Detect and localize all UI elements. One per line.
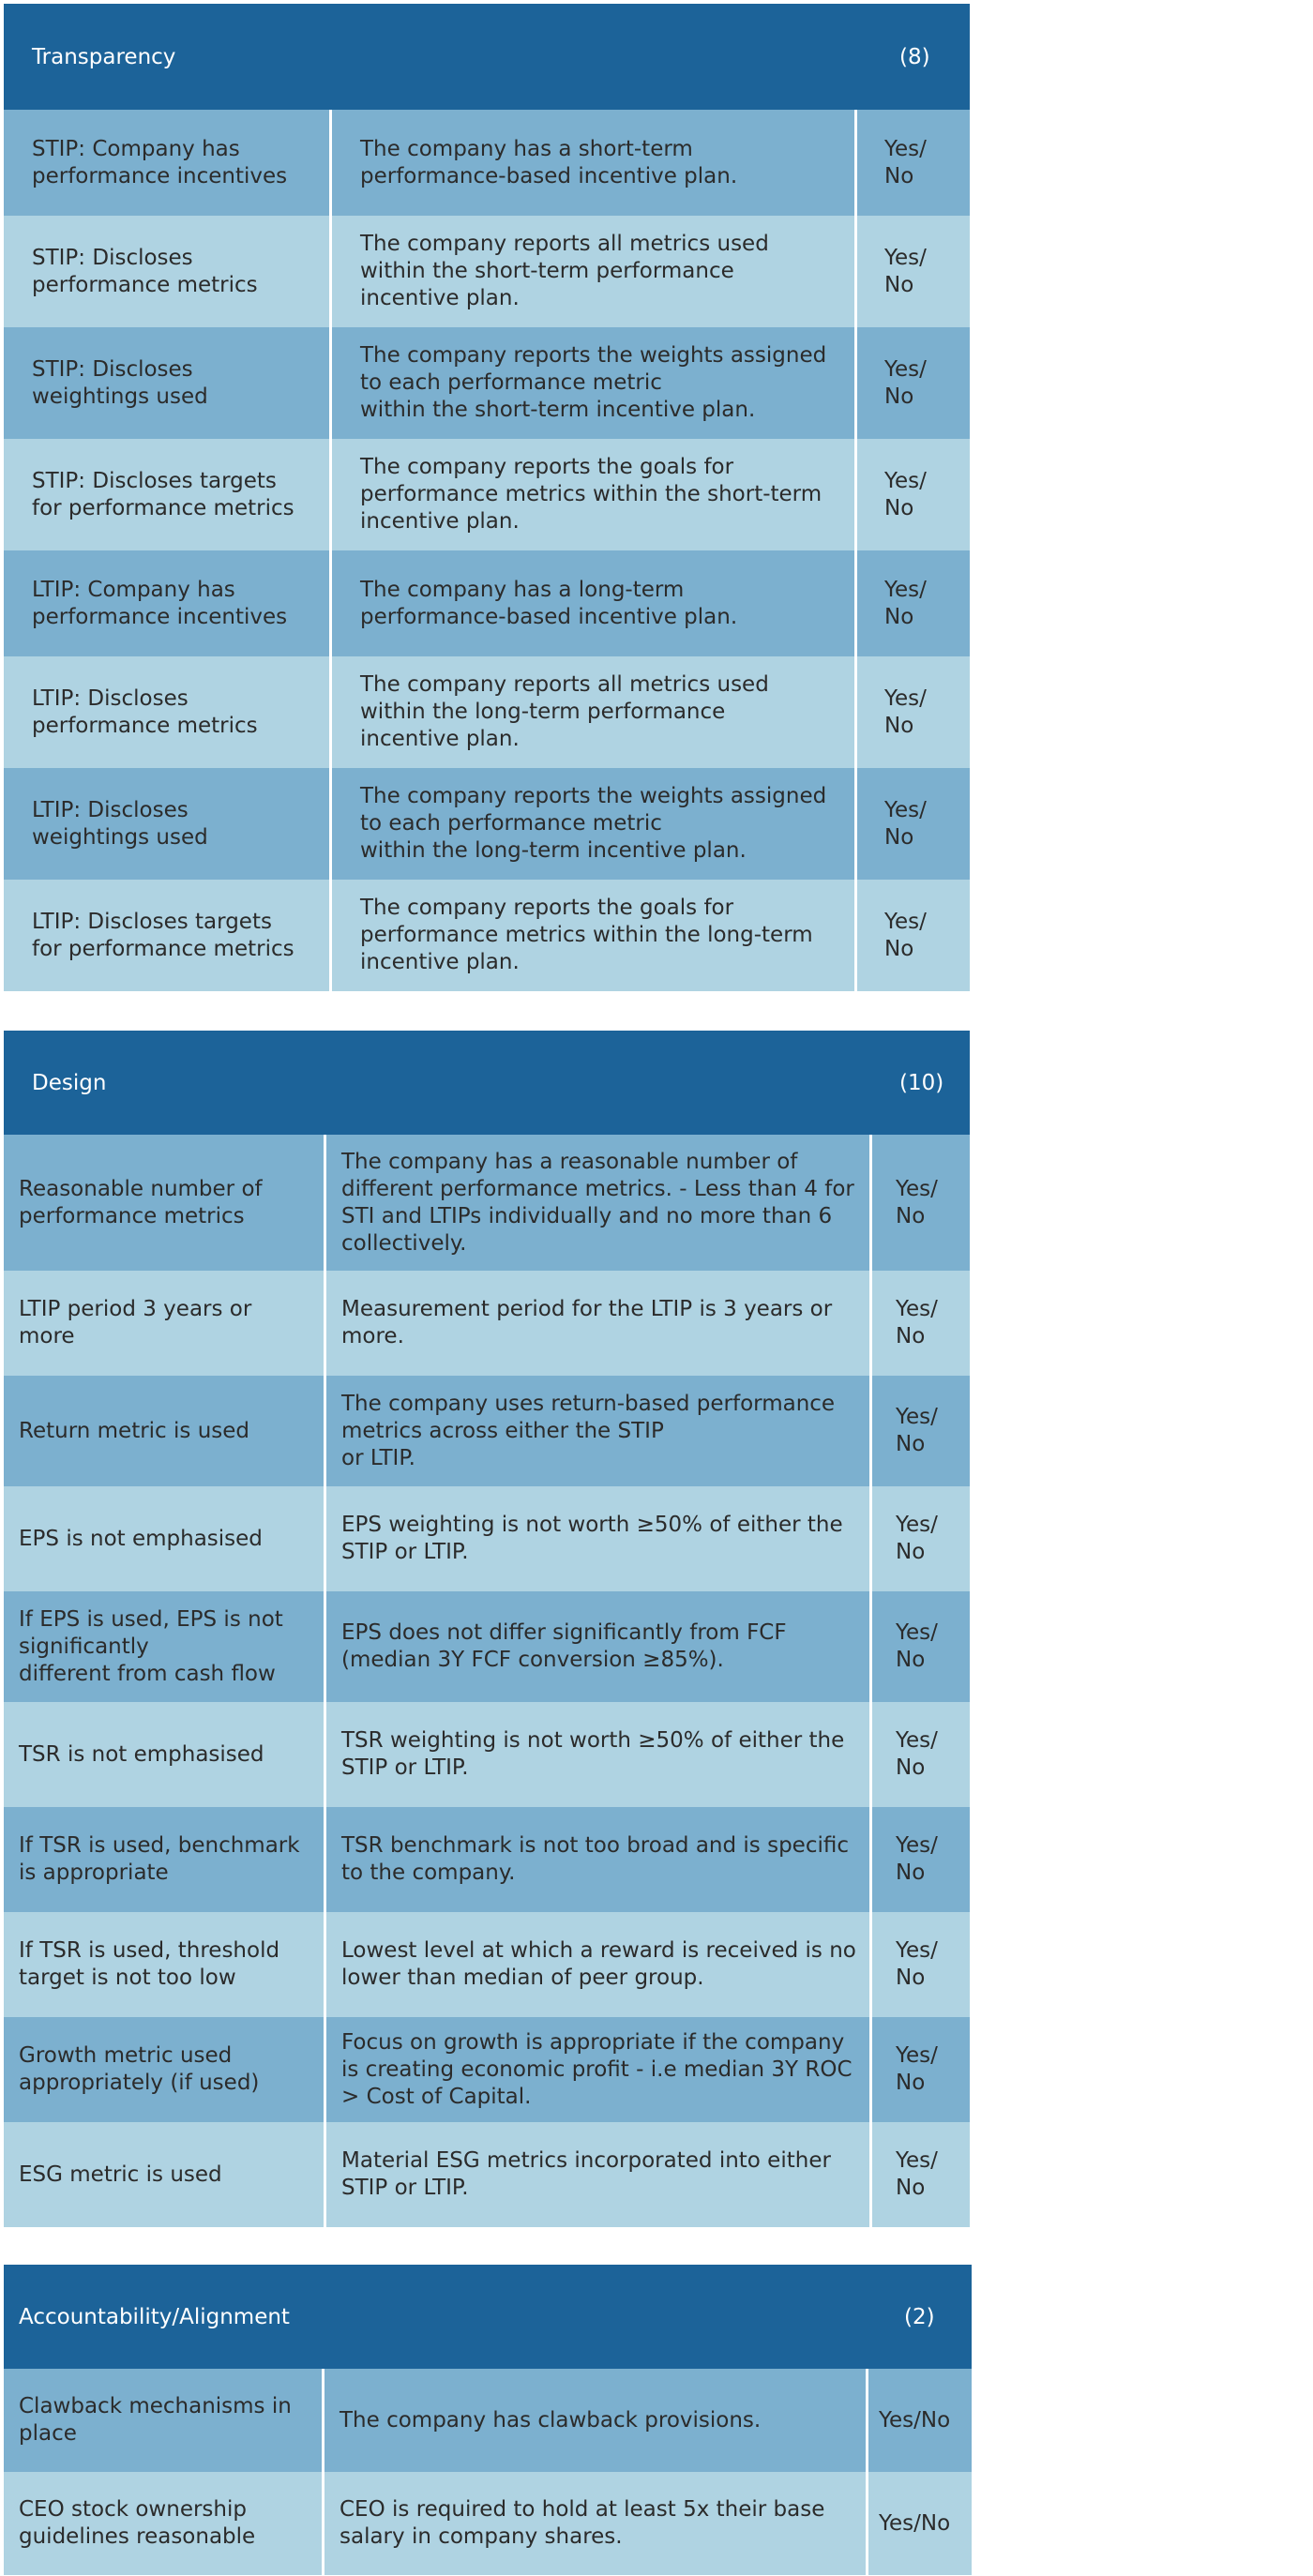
description-cell: [326, 1271, 872, 1376]
criterion-cell: [4, 550, 332, 656]
answer-cell-line: No: [884, 272, 914, 297]
table-row: [4, 1135, 970, 1271]
description-cell-line: within the short-term performance: [360, 259, 734, 283]
criterion-cell-line: Growth metric used: [19, 2043, 233, 2068]
criterion-cell: [4, 1912, 326, 2017]
criterion-cell-line: for performance metrics: [32, 936, 294, 961]
table-row: [4, 110, 970, 216]
description-cell-line: The company reports the weights assigned: [360, 343, 827, 368]
description-cell-line: Material ESG metrics incorporated into either: [341, 2148, 831, 2173]
table-row: [4, 2017, 970, 2122]
criterion-cell-line: If EPS is used, EPS is not: [19, 1606, 283, 1632]
description-cell-line: is creating economic profit - i.e median 3Y ROC: [341, 2056, 853, 2082]
table-row: [4, 1271, 970, 1376]
description-cell-line: EPS does not differ significantly from FCF: [341, 1620, 787, 1645]
answer-cell: [857, 216, 970, 327]
description-cell: [332, 656, 857, 768]
description-cell-line: STIP or LTIP.: [341, 2176, 469, 2200]
criterion-cell: [4, 1135, 326, 1271]
section-count: (2): [904, 2304, 935, 2329]
criterion-cell-line: performance incentives: [32, 604, 288, 629]
answer-cell: [872, 1807, 970, 1912]
description-cell-line: The company reports the goals for: [360, 455, 734, 479]
description-cell-line: performance metrics within the long-term: [360, 923, 813, 947]
description-cell-line: incentive plan.: [360, 286, 520, 310]
description-cell-line: The company has a reasonable number of: [341, 1149, 798, 1174]
description-cell-line: The company has a short-term: [360, 136, 693, 161]
criterion-cell-line: Reasonable number of: [19, 1176, 263, 1201]
description-cell-line: The company has clawback provisions.: [340, 2407, 762, 2433]
answer-cell-line: No: [884, 713, 914, 738]
criterion-cell: [4, 2122, 326, 2227]
answer-cell-line: No: [884, 163, 914, 188]
description-cell: [326, 2017, 872, 2122]
criterion-cell: [4, 768, 332, 880]
answer-cell: [872, 1376, 970, 1486]
answer-cell-line: Yes/: [884, 245, 927, 270]
criterion-cell: [4, 327, 332, 439]
answer-cell-line: Yes/: [884, 797, 927, 822]
criterion-cell: [4, 2017, 326, 2122]
description-cell-line: metrics across either the STIP: [341, 1418, 664, 1443]
section-title: Transparency: [32, 44, 176, 69]
table-row: [4, 768, 970, 880]
answer-cell: [868, 2472, 972, 2575]
answer-cell-line: Yes/: [884, 577, 927, 602]
criterion-cell-line: for performance metrics: [32, 495, 294, 520]
answer-cell: [872, 1702, 970, 1807]
criterion-cell-line: LTIP: Discloses: [32, 685, 189, 711]
description-cell-line: collectively.: [341, 1230, 467, 1256]
answer-cell-line: Yes/: [896, 1405, 938, 1429]
criterion-cell-line: ESG metric is used: [19, 2162, 222, 2187]
answer-cell-line: No: [896, 1203, 926, 1228]
description-cell-line: within the long-term performance: [360, 700, 726, 724]
criterion-cell-line: EPS is not emphasised: [19, 1526, 263, 1551]
answer-cell-line: No: [884, 495, 914, 520]
answer-cell-line: Yes/No: [879, 2510, 951, 2536]
criterion-cell: [4, 1591, 326, 1702]
answer-cell: [872, 1486, 970, 1591]
answer-cell: [872, 1135, 970, 1271]
description-cell-line: or LTIP.: [341, 1445, 415, 1470]
description-cell-line: The company reports the goals for: [360, 896, 734, 920]
description-cell: [332, 439, 857, 550]
answer-cell: [857, 439, 970, 550]
description-cell-line: (median 3Y FCF conversion ≥85%).: [341, 1648, 724, 1672]
criterion-cell: [4, 1271, 326, 1376]
description-cell: [326, 2122, 872, 2227]
answer-cell: [872, 2122, 970, 2227]
answer-cell: [857, 110, 970, 216]
answer-cell-line: Yes/: [884, 136, 927, 161]
table-row: [4, 327, 970, 439]
answer-cell: [868, 2369, 972, 2472]
answer-cell-line: No: [884, 384, 914, 409]
criterion-cell-line: target is not too low: [19, 1966, 236, 1990]
section-header: [4, 4, 970, 110]
section-rows: [4, 110, 970, 991]
answer-cell-line: No: [896, 2071, 926, 2095]
description-cell-line: performance-based incentive plan.: [360, 163, 738, 188]
section-accountability-alignment: [4, 2265, 972, 2575]
answer-cell-line: No: [884, 936, 914, 961]
description-cell: [332, 110, 857, 216]
answer-cell: [857, 327, 970, 439]
criterion-cell: [4, 1376, 326, 1486]
description-cell-line: performance metrics within the short-term: [360, 482, 823, 506]
description-cell: [332, 327, 857, 439]
section-count: (10): [899, 1070, 944, 1095]
answer-cell-line: Yes/: [896, 1833, 938, 1858]
table-row: [4, 2472, 972, 2575]
answer-cell-line: No: [896, 1540, 926, 1564]
table-row: [4, 1376, 970, 1486]
answer-cell-line: No: [896, 1860, 926, 1885]
description-cell-line: incentive plan.: [360, 950, 520, 974]
criterion-cell-line: LTIP: Company has: [32, 577, 235, 602]
description-cell: [324, 2472, 868, 2575]
criterion-cell-line: performance metrics: [19, 1203, 245, 1228]
answer-cell-line: Yes/: [896, 2043, 938, 2068]
description-cell-line: incentive plan.: [360, 727, 520, 751]
answer-cell-line: No: [896, 1755, 926, 1780]
criterion-cell-line: CEO stock ownership: [19, 2497, 247, 2522]
section-count: (8): [899, 44, 930, 69]
table-row: [4, 656, 970, 768]
description-cell-line: TSR weighting is not worth ≥50% of either the: [341, 1728, 845, 1753]
description-cell-line: incentive plan.: [360, 509, 520, 534]
description-cell-line: STI and LTIPs individually and no more than 6: [341, 1203, 833, 1228]
answer-cell-line: No: [896, 1966, 926, 1990]
answer-cell-line: Yes/: [884, 909, 927, 934]
table-row: [4, 216, 970, 327]
answer-cell: [872, 1912, 970, 2017]
criterion-cell: [4, 110, 332, 216]
table-row: [4, 2369, 972, 2472]
description-cell-line: Focus on growth is appropriate if the company: [341, 2029, 845, 2055]
answer-cell-line: Yes/: [896, 1620, 938, 1645]
description-cell: [332, 216, 857, 327]
table-row: [4, 1702, 970, 1807]
description-cell-line: The company uses return-based performance: [341, 1391, 836, 1416]
answer-cell-line: No: [896, 1648, 926, 1672]
criterion-cell-line: guidelines reasonable: [19, 2524, 256, 2549]
section-rows: [4, 2369, 972, 2575]
description-cell-line: to the company.: [341, 1860, 516, 1885]
description-cell-line: within the short-term incentive plan.: [360, 398, 756, 422]
criterion-cell-line: significantly: [19, 1634, 149, 1659]
answer-cell-line: No: [896, 2176, 926, 2200]
criterion-cell-line: TSR is not emphasised: [19, 1741, 264, 1767]
answer-cell-line: No: [884, 604, 914, 629]
answer-cell: [857, 880, 970, 991]
description-cell: [326, 1912, 872, 2017]
section-header: [4, 1031, 970, 1135]
description-cell: [332, 768, 857, 880]
criterion-cell-line: Return metric is used: [19, 1418, 250, 1443]
section-design: [4, 1031, 970, 2227]
answer-cell-line: Yes/: [884, 356, 927, 382]
criterion-cell-line: Clawback mechanisms in: [19, 2394, 292, 2418]
table-row: [4, 439, 970, 550]
answer-cell-line: No: [884, 824, 914, 850]
answer-cell-line: Yes/: [884, 685, 927, 711]
description-cell-line: to each performance metric: [360, 811, 662, 836]
criterion-cell-line: weightings used: [32, 384, 208, 409]
description-cell-line: The company has a long-term: [360, 577, 685, 602]
criterion-cell-line: LTIP period 3 years or: [19, 1297, 252, 1321]
description-cell: [326, 1376, 872, 1486]
answer-cell: [857, 768, 970, 880]
answer-cell-line: Yes/: [896, 1513, 938, 1537]
section-title: Accountability/Alignment: [19, 2304, 290, 2329]
criterion-cell-line: performance incentives: [32, 163, 288, 188]
criterion-cell-line: STIP: Discloses targets: [32, 468, 277, 493]
criterion-cell-line: STIP: Company has: [32, 136, 240, 161]
criterion-cell: [4, 656, 332, 768]
criterion-cell: [4, 880, 332, 991]
criterion-cell-line: performance metrics: [32, 713, 258, 738]
description-cell: [332, 550, 857, 656]
criterion-cell: [4, 2472, 324, 2575]
section-header: [4, 2265, 972, 2369]
criterion-cell-line: STIP: Discloses: [32, 245, 193, 270]
description-cell-line: EPS weighting is not worth ≥50% of either the: [341, 1513, 843, 1537]
answer-cell: [872, 1271, 970, 1376]
description-cell: [326, 1591, 872, 1702]
table-row: [4, 1807, 970, 1912]
description-cell-line: lower than median of peer group.: [341, 1966, 704, 1990]
section-title: Design: [32, 1070, 107, 1095]
table-row: [4, 1912, 970, 2017]
description-cell-line: Measurement period for the LTIP is 3 years or: [341, 1297, 833, 1321]
criterion-cell-line: LTIP: Discloses: [32, 797, 189, 822]
answer-cell: [857, 656, 970, 768]
answer-cell-line: Yes/No: [879, 2407, 951, 2433]
answer-cell-line: Yes/: [896, 1938, 938, 1963]
table-row: [4, 880, 970, 991]
answer-cell-line: Yes/: [896, 2148, 938, 2173]
criterion-cell-line: more: [19, 1324, 75, 1348]
criterion-cell: [4, 1807, 326, 1912]
description-cell-line: within the long-term incentive plan.: [360, 838, 747, 863]
answer-cell-line: Yes/: [896, 1176, 938, 1201]
answer-cell-line: Yes/: [896, 1297, 938, 1321]
answer-cell: [872, 2017, 970, 2122]
description-cell: [326, 1135, 872, 1271]
criterion-cell-line: weightings used: [32, 824, 208, 850]
table-row: [4, 2122, 970, 2227]
description-cell-line: The company reports the weights assigned: [360, 784, 827, 808]
description-cell: [326, 1807, 872, 1912]
answer-cell-line: No: [896, 1432, 926, 1456]
description-cell-line: different performance metrics. - Less than 4 for: [341, 1176, 854, 1201]
description-cell-line: > Cost of Capital.: [341, 2084, 532, 2109]
answer-cell: [857, 550, 970, 656]
section-rows: [4, 1135, 970, 2227]
criterion-cell-line: is appropriate: [19, 1860, 169, 1885]
description-cell-line: Lowest level at which a reward is received is no: [341, 1938, 856, 1963]
criterion-cell: [4, 1486, 326, 1591]
table-row: [4, 1486, 970, 1591]
description-cell-line: STIP or LTIP.: [341, 1755, 469, 1780]
criterion-cell: [4, 1702, 326, 1807]
description-cell-line: STIP or LTIP.: [341, 1540, 469, 1564]
answer-cell-line: Yes/: [884, 468, 927, 493]
criterion-cell-line: appropriately (if used): [19, 2071, 260, 2095]
description-cell: [332, 880, 857, 991]
description-cell-line: performance-based incentive plan.: [360, 604, 738, 629]
criterion-cell: [4, 216, 332, 327]
criterion-cell-line: place: [19, 2421, 77, 2446]
criterion-cell-line: If TSR is used, benchmark: [19, 1833, 300, 1858]
answer-cell-line: No: [896, 1324, 926, 1348]
criterion-cell-line: performance metrics: [32, 272, 258, 297]
description-cell-line: The company reports all metrics used: [360, 672, 769, 697]
description-cell-line: more.: [341, 1324, 404, 1348]
answer-cell-line: Yes/: [896, 1728, 938, 1753]
criterion-cell-line: different from cash flow: [19, 1661, 276, 1686]
description-cell-line: TSR benchmark is not too broad and is specific: [341, 1833, 850, 1858]
criterion-cell-line: LTIP: Discloses targets: [32, 909, 272, 934]
description-cell-line: salary in company shares.: [340, 2524, 623, 2549]
table-row: [4, 1591, 970, 1702]
criterion-cell: [4, 439, 332, 550]
description-cell-line: CEO is required to hold at least 5x their base: [340, 2497, 825, 2522]
description-cell: [326, 1702, 872, 1807]
criterion-cell: [4, 2369, 324, 2472]
description-cell-line: to each performance metric: [360, 370, 662, 395]
description-cell-line: The company reports all metrics used: [360, 232, 769, 256]
description-cell: [324, 2369, 868, 2472]
answer-cell: [872, 1591, 970, 1702]
table-row: [4, 550, 970, 656]
criterion-cell-line: If TSR is used, threshold: [19, 1938, 280, 1963]
criterion-cell-line: STIP: Discloses: [32, 356, 193, 382]
description-cell: [326, 1486, 872, 1591]
section-transparency: [4, 4, 970, 991]
